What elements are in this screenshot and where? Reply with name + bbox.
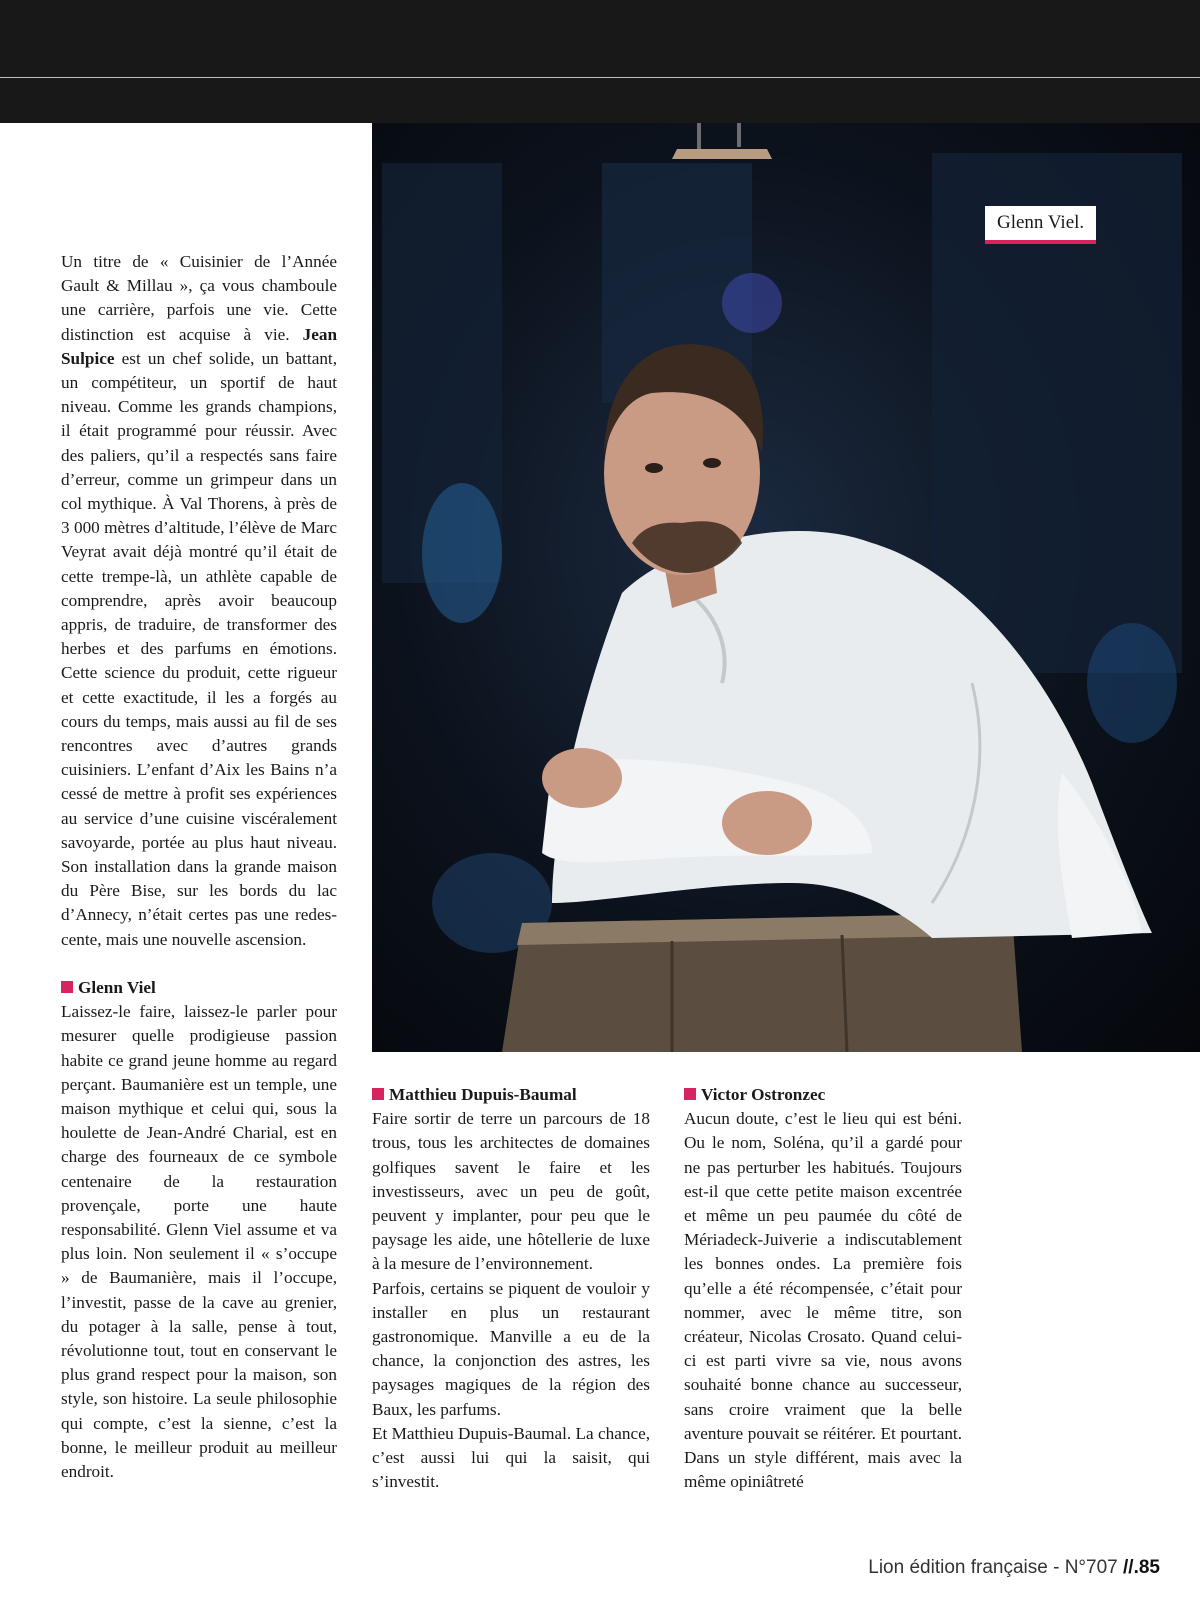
intro-paragraph [61,250,337,952]
square-bullet-icon [684,1088,696,1100]
column-right [684,1083,962,1494]
section-text-matthieu-1: Faire sortir de terre un parcours de 18 trous, tous les architectes de domaines golfiques savent le faire et les investisseurs, avec un peu de goût, peuvent y implanter, pour peu que le paysage les aide, une hôtellerie de luxe à la mesure de l’environnement. [372,1109,650,1274]
page-footer [868,1557,1160,1579]
section-heading-glenn-label: Glenn Viel [78,977,156,997]
footer-page-number: .85 [1133,1557,1160,1578]
footer-separator: // [1123,1557,1134,1578]
column-middle [372,1083,650,1494]
section-heading-matthieu [372,1083,650,1107]
square-bullet-icon [372,1088,384,1100]
section-text-matthieu-3: Et Matthieu Dupuis-Baumal. La chance, c’est aussi lui qui la saisit, qui s’investit. [372,1423,650,1492]
section-heading-victor-label: Victor Ostronzec [701,1085,826,1104]
square-bullet-icon [61,981,73,993]
intro-text-after: est un chef solide, un battant, un compétiteur, un sportif de haut niveau. Comme les grands champions, il était programmé pour réussir. Avec des paliers, qu’il a respectés sans faire d’erreur, comme un grimpeur dans un col mythique. À Val Thorens, à près de 3 000 mètres d’altitude, l’élève de Marc Veyrat avait déjà montré qu’il était de cette trempe-là, un athlète capable de comprendre, après avoir beaucoup appris, de traduire, de transformer des herbes et des parfums en émotions. Cette science du produit, cette rigueur et cette exactitude, il les a forgés au cours du temps, mais aussi au fil de ses rencontres avec d’autres grands cuisiniers. L’enfant d’Aix les Bains n’a cessé de mettre à profit ses expériences au service d’une cuisine viscéralement savoyarde, portée au plus haut niveau. Son installation dans la grande maison du Père Bise, sur les bords du lac d’Annecy, n’était certes pas une redescente, mais une nouvelle ascension. [61,348,337,949]
section-text-victor: Aucun doute, c’est le lieu qui est béni. Ou le nom, Soléna, qu’il a gardé pour ne pas perturber les habitués. Toujours est-il que cette petite maison excentrée et même un peu paumée du côté de Mériadeck-Juiverie a indiscutablement les bonnes ondes. La première fois qu’elle a été récompensée, c’était pour nommer, avec le même titre, son créateur, Nicolas Crosato. Quand celui-ci est parti vivre sa vie, nous avons souhaité bonne chance au successeur, sans croire vraiment que la belle aventure pouvait se réitérer. Et pourtant. Dans un style différent, mais avec la même opiniâtreté [684,1109,962,1492]
chef-portrait-illustration [372,123,1200,1052]
section-text-matthieu-2: Parfois, certains se piquent de vouloir y installer en plus un restaurant gastronomique. Manville a eu de la chance, la conjonction des astres, les paysages magiques de la région des Baux, les parfums. [372,1278,650,1419]
top-banner [0,0,1200,123]
footer-publication: Lion édition française - N°707 [868,1557,1118,1578]
section-heading-glenn [61,976,337,1000]
section-text-glenn: Laissez-le faire, laissez-le parler pour mesurer quelle prodigieuse passion habite ce grand jeune homme au regard perçant. Baumanière est un temple, une maison mythique et celui qui, sous la houlette de Jean-André Charial, est en charge des fourneaux de ce symbole centenaire de la restauration provençale, porte une haute responsabilité. Glenn Viel assume et va plus loin. Non seulement il « s’occupe » de Baumanière, mais il l’occupe, l’investit, passe de la cave au grenier, du potager à la salle, pense à tout, révolutionne tout, tout en conservant le plus grand respect pour la maison, son style, son histoire. La seule philosophie qui compte, c’est la sienne, c’est la bonne, le meilleur produit au meilleur endroit. [61,1002,337,1481]
section-heading-victor [684,1083,962,1107]
paragraph-gap [61,952,337,976]
column-left [61,250,337,1484]
intro-chef-name: Jean Sulpice [61,324,337,368]
intro-text-before: Un titre de « Cuisinier de l’Année Gault & Millau », ça vous chamboule une carrière, parfois une vie. Cette distinction est acquise à vie. [61,252,337,344]
section-heading-matthieu-label: Matthieu Dupuis-Baumal [389,1085,577,1104]
chef-portrait-photo [372,123,1200,1052]
photo-caption: Glenn Viel. [985,206,1096,244]
top-banner-rule [0,77,1200,78]
